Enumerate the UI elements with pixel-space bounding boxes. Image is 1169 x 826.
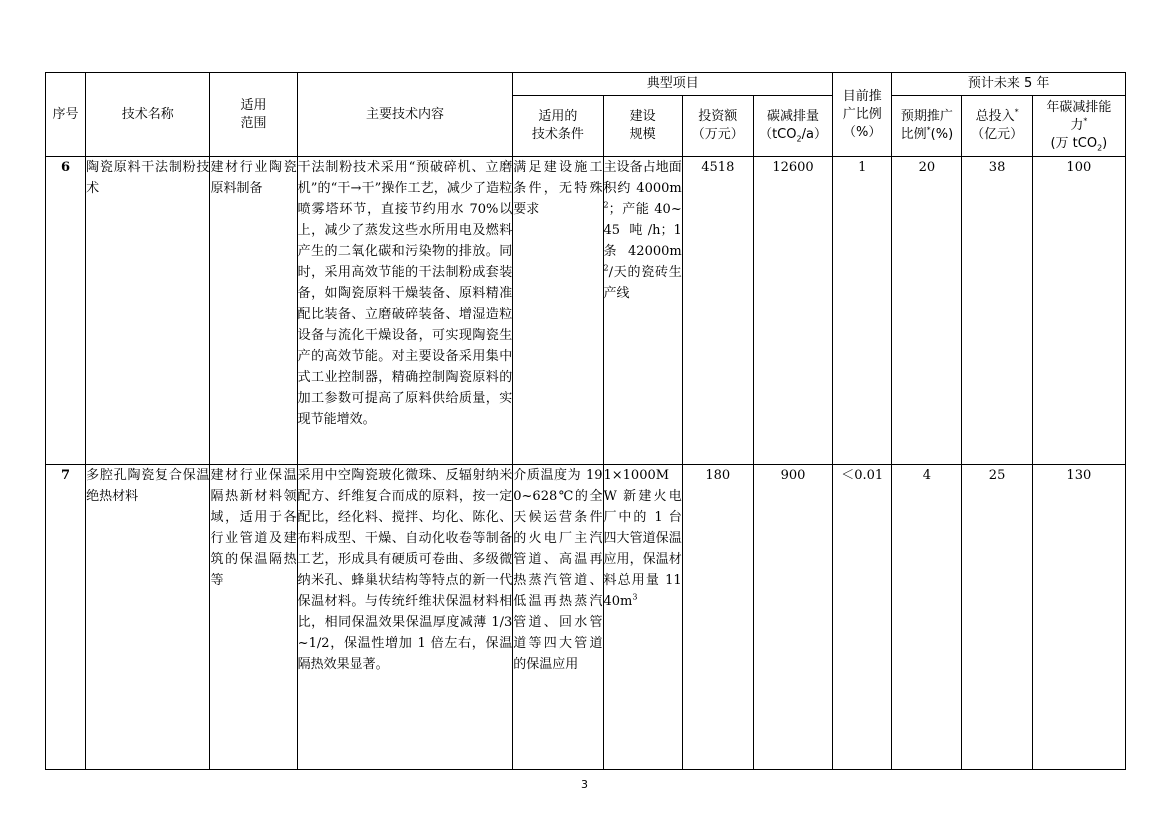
row-name: 陶瓷原料干法制粉技术 [86,157,210,465]
header-conditions: 适用的 技术条件 [513,96,603,157]
row-invest: 4518 [682,157,753,465]
row-conditions: 满足建设施工条件，无特殊要求 [513,157,603,465]
header-carbon: 碳减排量 （tCO$_2$/a） [753,96,832,157]
header-scope: 适用 范围 [210,73,297,157]
page-number: 3 [581,778,588,791]
header-annual: 年碳减排能 力* (万 tCO$_2$) [1032,96,1125,157]
row-expected: 20 [892,157,962,465]
header-total: 总投入* （亿元） [962,96,1032,157]
row-total: 38 [962,157,1032,465]
header-content: 主要技术内容 [297,73,513,157]
header-name: 技术名称 [86,73,210,157]
header-seq: 序号 [46,73,86,157]
row-scope: 建材行业保温隔热新材料领域，适用于各行业管道及建筑的保温隔热等 [210,465,297,770]
row-current: 1 [833,157,892,465]
header-current: 目前推 广比例 （%） [833,73,892,157]
row-content: 干法制粉技术采用“预破碎机、立磨机”的“干→干”操作工艺，减少了造粒喷雾塔环节，直接节约用水 70%以上，减少了蒸发这些水所用电及燃料产生的二氧化碳和污染物的排放。同时，采用高效节能的干法制粉成套装备，如陶瓷原料干燥装备、原料精准配比装备、立磨破碎装备、增湿造粒设备与流化干燥设备，可实现陶瓷生产的高效节能。对主要设备采用集中式工业控制器，精确控制陶瓷原料的加工参数可提高了原料供给质量，实现节能增效。 [297,157,513,465]
row-annual: 100 [1032,157,1125,465]
row-scope: 建材行业陶瓷原料制备 [210,157,297,465]
header-typical: 典型项目 [513,73,833,96]
table-row [46,157,1126,465]
row-scale: 主设备占地面积约 $4000m^2$；产能 40~45 吨/h；1 条 $42000m^2/$天的瓷砖生产线 [603,157,682,465]
row-annual: 130 [1032,465,1125,770]
row-seq: 7 [46,465,86,770]
row-expected: 4 [892,465,962,770]
table-row [46,465,1126,770]
row-seq: 6 [46,157,86,465]
header-expected: 预期推广 比例*(%) [892,96,962,157]
technology-table [45,72,1126,770]
row-carbon: 12600 [753,157,832,465]
row-name: 多腔孔陶瓷复合保温绝热材料 [86,465,210,770]
row-conditions: 介质温度为 190~628℃的全天候运营条件的火电厂主汽管道、高温再热蒸汽管道、低温再热蒸汽管道、回水管道等四大管道的保温应用 [513,465,603,770]
row-current: ＜0.01 [833,465,892,770]
header-invest: 投资额 （万元） [682,96,753,157]
row-scale: 1×1000MW 新建火电厂中的 1 台四大管道保温应用，保温材料总用量 $1140m^3$ [603,465,682,770]
row-carbon: 900 [753,465,832,770]
header-future: 预计未来 5 年 [892,73,1126,96]
header-scale: 建设 规模 [603,96,682,157]
row-total: 25 [962,465,1032,770]
row-invest: 180 [682,465,753,770]
row-content: 采用中空陶瓷玻化微珠、反辐射纳米配方、纤维复合而成的原料，按一定配比，经化料、搅拌、均化、陈化、布料成型、干燥、自动化收卷等制备工艺，形成具有硬质可卷曲、多级微纳米孔、蜂巢状结构等特点的新一代保温材料。与传统纤维状保温材料相比，相同保温效果保温厚度减薄 1/3~1/2，保温性增加 1 倍左右，保温隔热效果显著。 [297,465,513,770]
